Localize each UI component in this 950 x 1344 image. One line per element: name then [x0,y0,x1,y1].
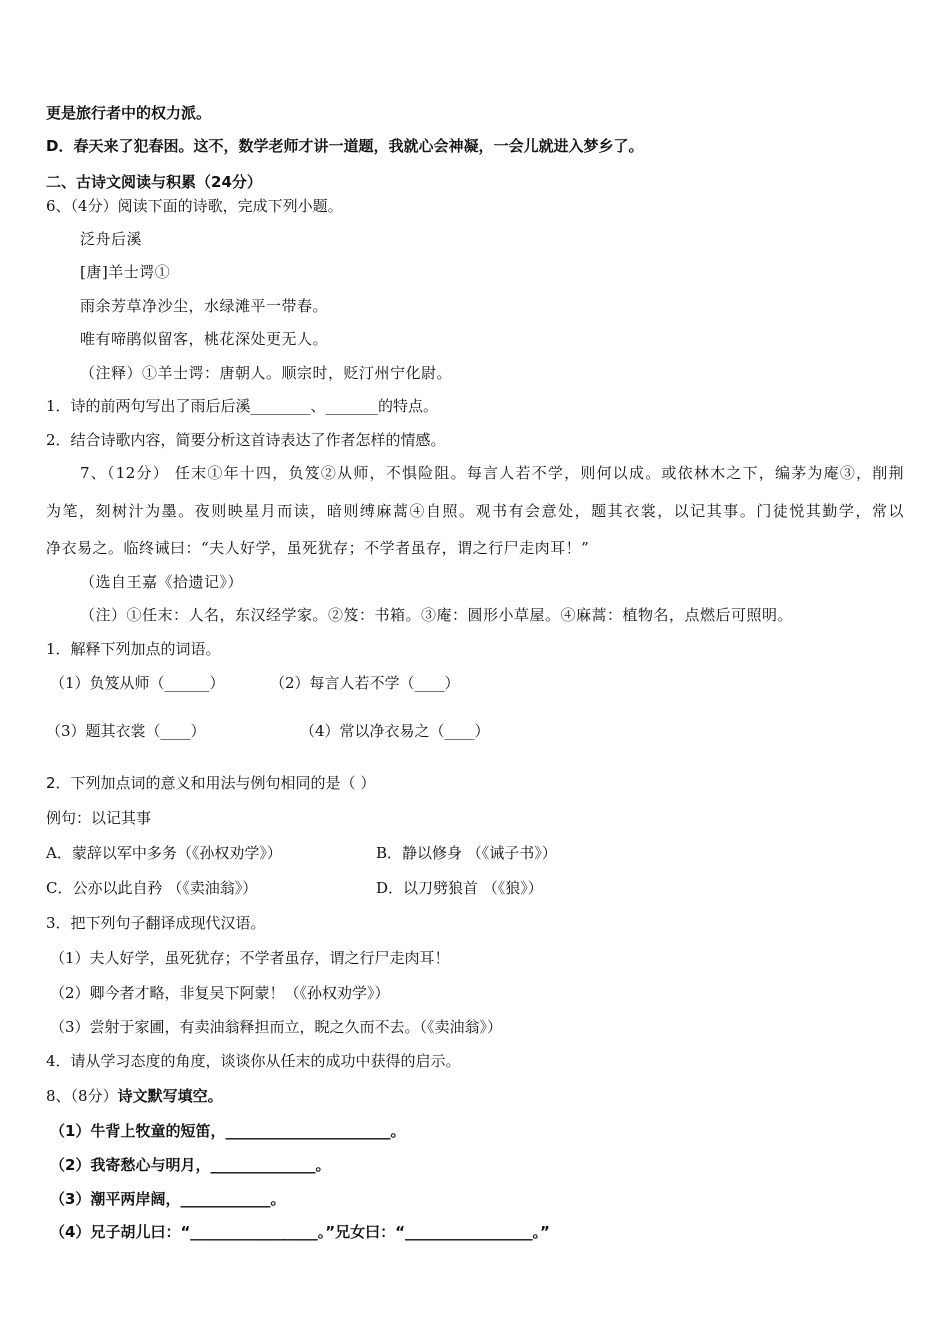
section-heading: 二、古诗文阅读与积累（24分） [46,173,262,191]
question-7-sub1-heading: 1．解释下列加点的词语。 [46,640,221,658]
question-7-sub1-item: （1）负笈从师（______） [50,674,225,692]
passage-source: （选自王嘉《拾遗记》） [80,573,244,591]
question-7-sub1-item: （3）题其衣裳（____） [46,722,206,740]
question-6-sub2: 2．结合诗歌内容，简要分析这首诗表达了作者怎样的情感。 [46,431,446,449]
question-8-title: 诗文默写填空。 [117,1087,223,1105]
question-7-sub4: 4．请从学习态度的角度，谈谈你从任末的成功中获得的启示。 [46,1052,461,1070]
option-b: B．静以修身 （《诫子书》） [376,844,557,862]
poem-title: 泛舟后溪 [80,230,143,248]
question-7-sub3-item: （1）夫人好学，虽死犹存；不学者虽存，谓之行尸走肉耳！ [50,949,450,967]
poem-note: （注释）①羊士谔：唐朝人。顺宗时，贬汀州宁化尉。 [80,364,453,382]
text-line: 更是旅行者中的权力派。 [46,104,212,122]
poem-line: 雨余芳草净沙尘，水绿滩平一带春。 [80,297,329,315]
option-d: D．春天来了犯春困。这不，数学老师才讲一道题，我就心会神凝，一会儿就进入梦乡了。 [46,137,644,155]
poem-author: [唐]羊士谔① [80,263,171,281]
fill-blank-item: （1）牛背上牧童的短笛，______________________。 [50,1122,406,1140]
question-6-sub1: 1．诗的前两句写出了雨后后溪________、_______的特点。 [46,397,439,415]
question-7-sub3-item: （3）尝射于家圃，有卖油翁释担而立，睨之久而不去。（《卖油翁》） [50,1018,503,1036]
passage-line: 净衣易之。临终诫曰：“夫人好学，虽死犹存；不学者虽存，谓之行尸走肉耳！” [46,539,590,557]
question-7-sub2-heading: 2．下列加点词的意义和用法与例句相同的是（ ） [46,774,376,792]
question-7-sub3-item: （2）卿今者才略，非复吴下阿蒙！（《孙权劝学》） [50,984,390,1002]
question-7-sub1-item: （2）每言人若不学（____） [270,674,460,692]
passage-note: （注）①任末：人名，东汉经学家。②笈：书箱。③庵：圆形小草屋。④麻蒿：植物名，点燃后可照明。 [80,606,794,624]
option-a: A．蒙辞以军中多务（《孙权劝学》） [46,844,282,862]
fill-blank-item: （3）潮平两岸阔，____________。 [50,1190,286,1208]
question-8-number: 8、（8分） [46,1087,118,1105]
passage-line: 7、（12分） 任末①年十四，负笈②从师，不惧险阻。每言人若不学，则何以成。或依林木之下，编茅为庵③，削荆 [80,464,904,482]
question-8-heading [46,1086,223,1106]
question-6-intro: 6、（4分）阅读下面的诗歌，完成下列小题。 [46,197,343,215]
option-c: C．公亦以此自矜 （《卖油翁》） [46,879,258,897]
poem-line: 唯有啼鹃似留客，桃花深处更无人。 [80,330,329,348]
option-d: D．以刀劈狼首 （《狼》） [376,879,543,897]
question-7-sub3-heading: 3．把下列句子翻译成现代汉语。 [46,914,266,932]
passage-line: 为笔，刻树汁为墨。夜则映星月而读，暗则缚麻蒿④自照。观书有会意处，题其衣裳，以记其事。门徒悦其勤学，常以 [46,502,904,520]
question-7-sub2-example: 例句：以记其事 [46,809,152,827]
fill-blank-item: （2）我寄愁心与明月，______________。 [50,1156,331,1174]
fill-blank-item: （4）兄子胡儿曰：“_________________。”兄女曰：“_________________。” [50,1223,550,1241]
question-7-sub1-item: （4）常以净衣易之（____） [300,722,490,740]
